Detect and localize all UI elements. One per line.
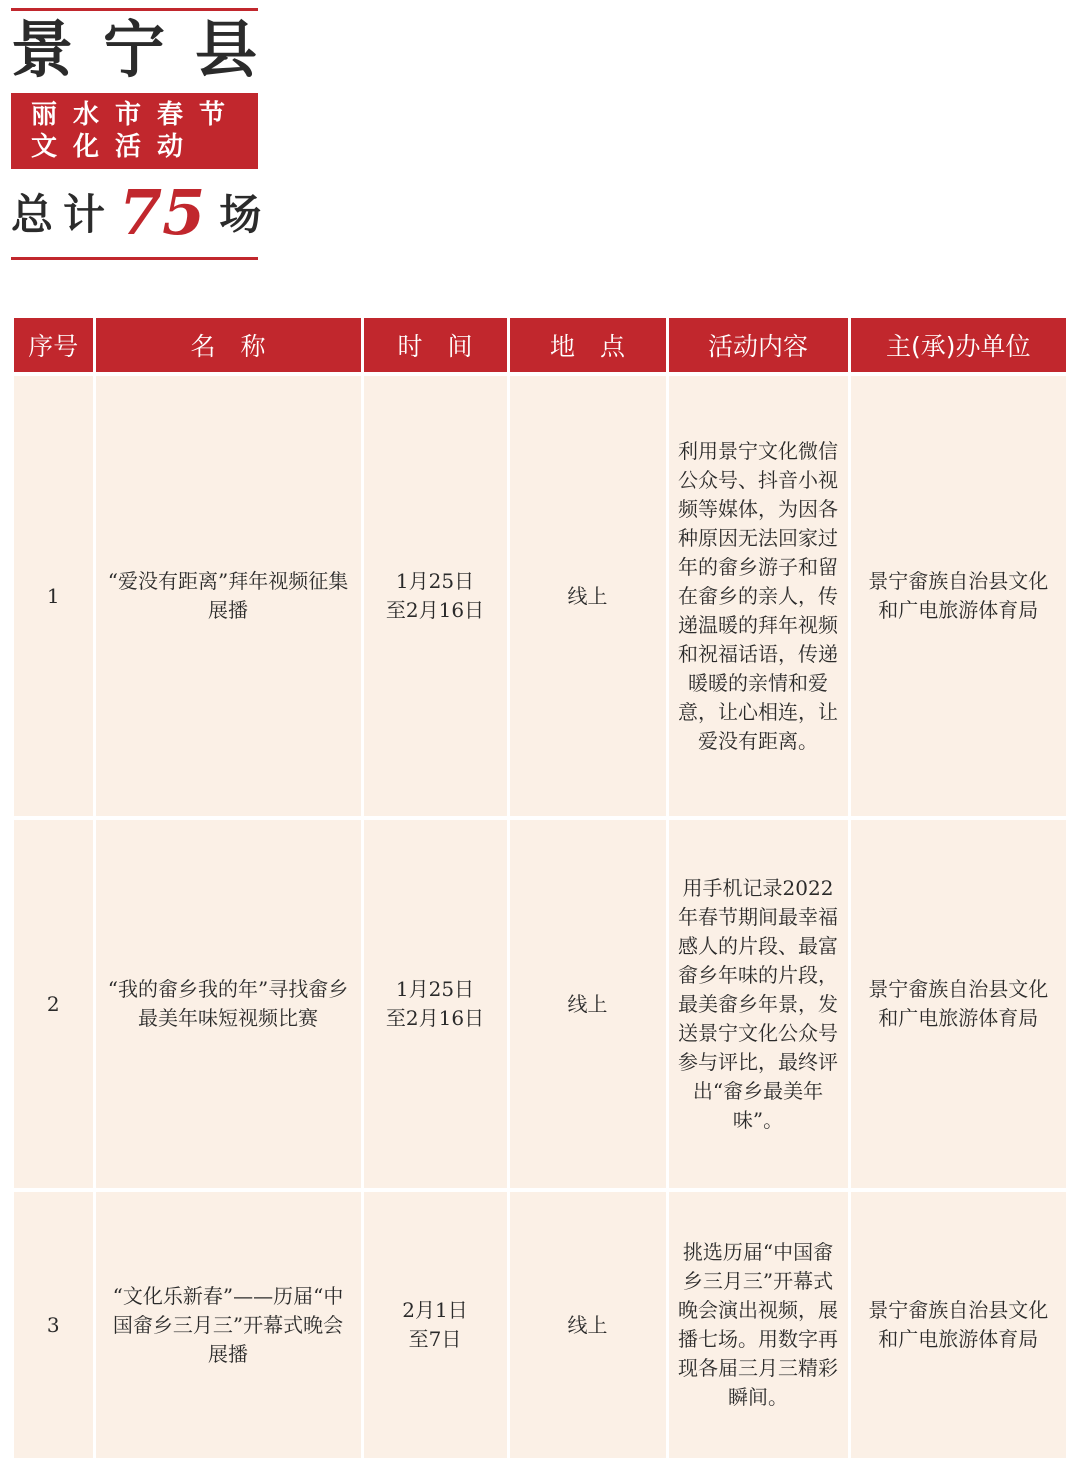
col-header-place: 地 点 bbox=[508, 318, 667, 374]
cell-no: 3 bbox=[14, 1190, 94, 1458]
total-count: 75 bbox=[119, 175, 206, 249]
cell-time: 2月1日 至7日 bbox=[362, 1190, 508, 1458]
cell-place: 线上 bbox=[508, 1190, 667, 1458]
cell-place: 线上 bbox=[508, 374, 667, 818]
table-row bbox=[14, 374, 1066, 818]
cell-content: 利用景宁文化微信公众号、抖音小视频等媒体，为因各种原因无法回家过年的畲乡游子和留在畲乡的亲人，传递温暖的拜年视频和祝福话语，传递暖暖的亲情和爱意，让心相连，让爱没有距离。 bbox=[667, 374, 849, 818]
cell-host: 景宁畲族自治县文化和广电旅游体育局 bbox=[849, 1190, 1066, 1458]
cell-no: 2 bbox=[14, 818, 94, 1190]
col-header-time: 时 间 bbox=[362, 318, 508, 374]
cell-content: 挑选历届“中国畲乡三月三”开幕式晚会演出视频，展播七场。用数字再现各届三月三精彩瞬间。 bbox=[667, 1190, 849, 1458]
county-title: 景宁县 bbox=[11, 13, 288, 86]
top-rule bbox=[11, 8, 258, 11]
subtitle-line-2: 文化活动 bbox=[31, 132, 200, 162]
col-header-content: 活动内容 bbox=[667, 318, 849, 374]
cell-time: 1月25日 至2月16日 bbox=[362, 374, 508, 818]
col-header-name: 名 称 bbox=[94, 318, 362, 374]
page-header bbox=[11, 8, 288, 260]
subtitle-box bbox=[11, 93, 258, 169]
events-table bbox=[14, 318, 1066, 1458]
cell-host: 景宁畲族自治县文化和广电旅游体育局 bbox=[849, 374, 1066, 818]
cell-content: 用手机记录2022年春节期间最幸福感人的片段、最富畲乡年味的片段，最美畲乡年景，发送景宁文化公众号参与评比，最终评出“畲乡最美年味”。 bbox=[667, 818, 849, 1190]
subtitle-line-1: 丽水市春节 bbox=[31, 100, 242, 130]
table-row bbox=[14, 1190, 1066, 1458]
cell-name: “文化乐新春”——历届“中国畲乡三月三”开幕式晚会展播 bbox=[94, 1190, 362, 1458]
cell-host: 景宁畲族自治县文化和广电旅游体育局 bbox=[849, 818, 1066, 1190]
cell-name: “我的畲乡我的年”寻找畲乡最美年味短视频比赛 bbox=[94, 818, 362, 1190]
total-prefix: 总计 bbox=[11, 190, 116, 239]
col-header-no: 序号 bbox=[14, 318, 94, 374]
col-header-host: 主(承)办单位 bbox=[849, 318, 1066, 374]
total-suffix: 场 bbox=[219, 190, 262, 239]
table-row bbox=[14, 818, 1066, 1190]
cell-place: 线上 bbox=[508, 818, 667, 1190]
cell-no: 1 bbox=[14, 374, 94, 818]
cell-time: 1月25日 至2月16日 bbox=[362, 818, 508, 1190]
total-count-line bbox=[11, 169, 262, 255]
table-header-row bbox=[14, 318, 1066, 374]
bottom-rule bbox=[11, 257, 258, 260]
cell-name: “爱没有距离”拜年视频征集展播 bbox=[94, 374, 362, 818]
